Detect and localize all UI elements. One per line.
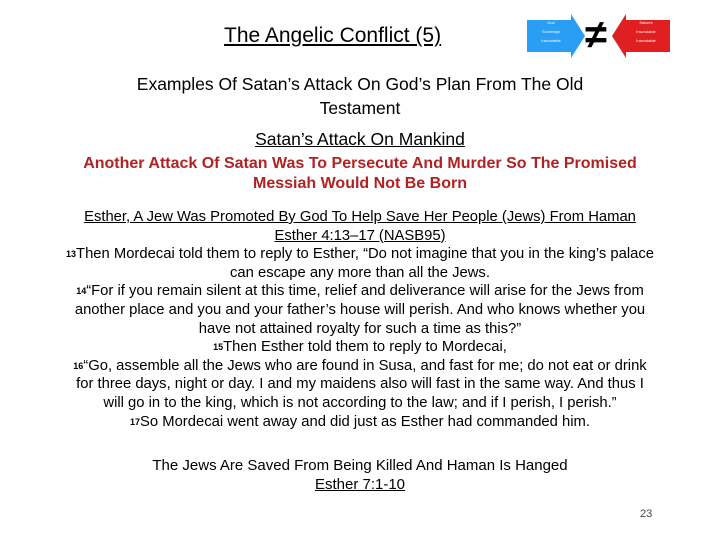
- god-arrow-line2: Sovereign: [541, 29, 560, 34]
- satan-arrow-line1: Satan's: [639, 20, 653, 25]
- verse-13-cont: can escape any more than all the Jews.: [230, 264, 490, 281]
- verse-16: [10, 357, 710, 376]
- verse-14-cont2: have not attained royalty for such a time as this?”: [198, 320, 522, 337]
- red-statement: [0, 154, 720, 194]
- satan-arrow-line3: Inscrutable: [636, 38, 656, 43]
- verse-number: 16: [73, 360, 84, 371]
- verse-text: So Mordecai went away and did just as Esther had commanded him.: [140, 413, 590, 430]
- verse-14: [10, 282, 710, 301]
- subheading: Satan’s Attack On Mankind: [255, 129, 465, 149]
- conclusion-line1: The Jews Are Saved From Being Killed And Haman Is Hanged: [152, 457, 568, 474]
- verse-number: 15: [213, 342, 224, 353]
- verse-number: 17: [130, 416, 141, 427]
- verse-number: 14: [76, 286, 87, 297]
- verse-text: “For if you remain silent at this time, relief and deliverance will arise for the Jews from: [86, 283, 644, 300]
- verse-text: Then Esther told them to reply to Mordecai,: [223, 339, 507, 356]
- main-heading-line2: Testament: [319, 98, 401, 118]
- scripture-passage: [10, 208, 710, 431]
- god-arrow-line1: God: [547, 20, 555, 25]
- verse-16-cont2: will go in to the king, which is not according to the law; and if I perish, I perish.”: [103, 394, 617, 411]
- god-arrow-line3: Inscrutable: [541, 38, 561, 43]
- passage-reference: Esther 4:13–17 (NASB95): [274, 227, 446, 244]
- satan-arrow-icon: [612, 14, 670, 58]
- slide-title: The Angelic Conflict (5): [224, 24, 442, 47]
- verse-16-cont: for three days, night or day. I and my maidens also will fast in the same way. And thus I: [76, 376, 644, 393]
- passage-heading-line1: Esther, A Jew Was Promoted By God To Help Save Her People (Jews) From Haman: [84, 209, 636, 225]
- verse-text: “Go, assemble all the Jews who are found in Susa, and fast for me; do not eat or drink: [83, 357, 647, 374]
- verse-text: Then Mordecai told them to reply to Esther, “Do not imagine that you in the king’s palace: [76, 246, 654, 263]
- verse-number: 13: [66, 249, 77, 260]
- satan-arrow-line2: Inscrutable: [636, 29, 656, 34]
- verse-17: [10, 413, 710, 432]
- red-statement-line1: Another Attack Of Satan Was To Persecute And Murder So The Promised: [83, 155, 637, 172]
- main-heading: [0, 72, 720, 120]
- verse-15: [10, 338, 710, 357]
- not-equal-icon: ≠: [585, 13, 607, 57]
- red-statement-line2: Messiah Would Not Be Born: [253, 175, 467, 192]
- main-heading-line1: Examples Of Satan’s Attack On God’s Plan From The Old: [136, 74, 584, 94]
- page-number: 23: [640, 508, 653, 520]
- verse-13: [10, 245, 710, 264]
- verse-14-cont: another place and you and your father’s house will perish. And who knows whether you: [74, 301, 646, 318]
- conclusion: [0, 456, 720, 494]
- conclusion-reference: Esther 7:1-10: [314, 476, 406, 493]
